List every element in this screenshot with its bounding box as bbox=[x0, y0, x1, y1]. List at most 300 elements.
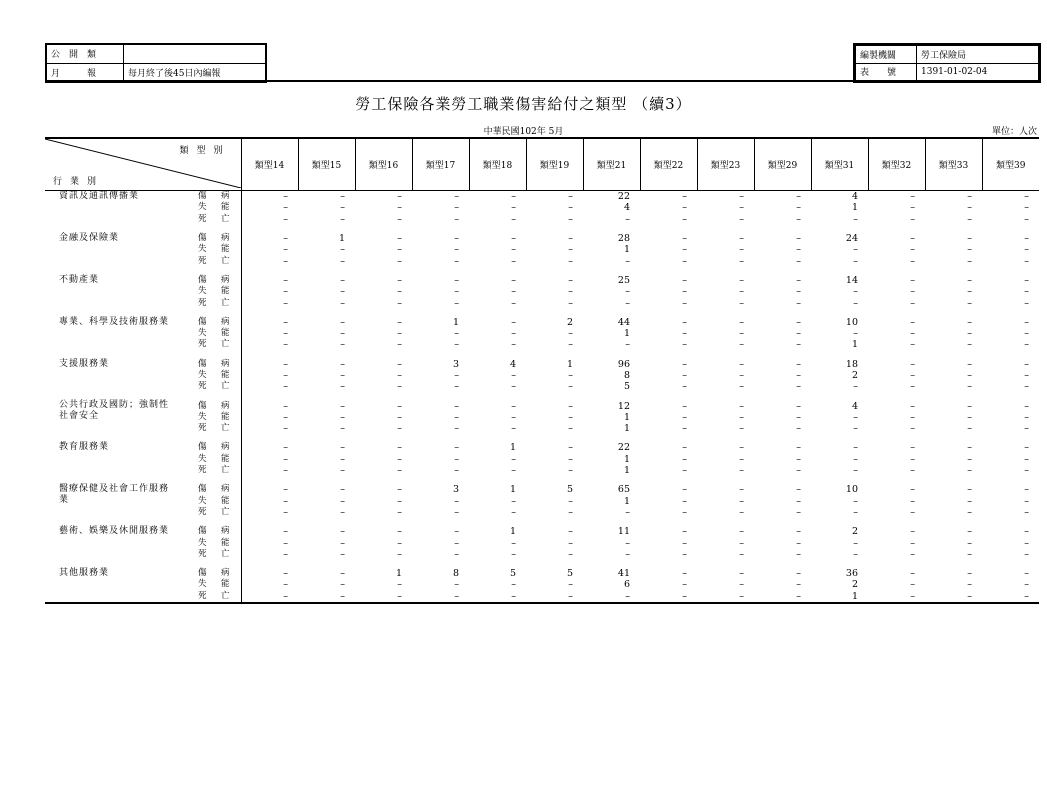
table-cell: – bbox=[397, 411, 402, 423]
industry-name: 醫療保健及社會工作服務業 bbox=[59, 484, 170, 506]
row-spacer bbox=[45, 560, 1039, 568]
table-cell: – bbox=[568, 213, 573, 225]
table-cell: – bbox=[568, 453, 573, 465]
table-cell: – bbox=[796, 506, 801, 518]
data-table bbox=[45, 137, 1039, 604]
table-cell: – bbox=[682, 484, 687, 496]
table-cell: 1 bbox=[623, 423, 630, 435]
table-cell: – bbox=[796, 255, 801, 267]
industry-name: 其他服務業 bbox=[59, 568, 110, 579]
table-cell: – bbox=[568, 274, 573, 286]
table-row bbox=[45, 400, 1039, 411]
table-cell: – bbox=[454, 526, 459, 538]
sub-category-label: 失 能 bbox=[185, 579, 241, 590]
table-cell: – bbox=[853, 548, 858, 560]
table-cell: – bbox=[454, 339, 459, 351]
table-cell: – bbox=[682, 579, 687, 591]
table-cell: – bbox=[340, 568, 345, 580]
table-cell: 65 bbox=[617, 484, 630, 496]
table-cell: – bbox=[511, 590, 516, 602]
table-cell: – bbox=[796, 442, 801, 454]
table-cell: – bbox=[682, 411, 687, 423]
table-cell: – bbox=[853, 244, 858, 256]
header-left-box bbox=[45, 43, 267, 83]
table-cell: – bbox=[397, 233, 402, 245]
table-cell: – bbox=[283, 526, 288, 538]
table-cell: – bbox=[682, 590, 687, 602]
table-cell: – bbox=[568, 411, 573, 423]
table-cell: – bbox=[283, 484, 288, 496]
table-row bbox=[45, 255, 1039, 266]
table-cell: – bbox=[796, 191, 801, 203]
table-cell: – bbox=[1024, 381, 1029, 393]
table-cell: – bbox=[454, 465, 459, 477]
table-cell: – bbox=[910, 484, 915, 496]
table-cell: – bbox=[340, 274, 345, 286]
sub-category-label: 死 亡 bbox=[185, 297, 241, 308]
table-cell: – bbox=[454, 423, 459, 435]
table-cell: – bbox=[511, 537, 516, 549]
table-cell: – bbox=[283, 358, 288, 370]
table-cell: – bbox=[853, 453, 858, 465]
industry-name: 金融及保險業 bbox=[59, 232, 120, 243]
table-cell: – bbox=[397, 191, 402, 203]
table-cell: – bbox=[796, 358, 801, 370]
table-cell: – bbox=[511, 191, 516, 203]
table-cell: – bbox=[568, 442, 573, 454]
table-cell: – bbox=[511, 411, 516, 423]
header-left-label: 月 報 bbox=[47, 63, 124, 81]
table-cell: 1 bbox=[851, 590, 858, 602]
table-cell: – bbox=[1024, 442, 1029, 454]
table-cell: – bbox=[910, 339, 915, 351]
table-cell: – bbox=[796, 381, 801, 393]
table-cell: – bbox=[910, 286, 915, 298]
table-cell: – bbox=[397, 537, 402, 549]
table-cell: – bbox=[511, 297, 516, 309]
header-right-label: 表 號 bbox=[856, 63, 917, 81]
table-cell: – bbox=[568, 202, 573, 214]
table-cell: – bbox=[796, 339, 801, 351]
table-cell: – bbox=[1024, 244, 1029, 256]
table-cell: – bbox=[397, 213, 402, 225]
sub-category-label: 死 亡 bbox=[185, 423, 241, 434]
table-cell: – bbox=[967, 339, 972, 351]
table-cell: 5 bbox=[509, 568, 516, 580]
table-cell: – bbox=[283, 274, 288, 286]
header-right-label: 編製機關 bbox=[856, 46, 917, 64]
table-cell: – bbox=[682, 255, 687, 267]
table-cell: – bbox=[283, 297, 288, 309]
column-header: 類型17 bbox=[412, 138, 469, 191]
table-cell: – bbox=[340, 297, 345, 309]
table-cell: 1 bbox=[338, 233, 345, 245]
table-cell: – bbox=[511, 316, 516, 328]
table-cell: – bbox=[739, 339, 744, 351]
table-cell: – bbox=[454, 537, 459, 549]
table-cell: – bbox=[511, 495, 516, 507]
table-cell: – bbox=[739, 233, 744, 245]
industry-name: 不動產業 bbox=[59, 274, 100, 285]
table-cell: – bbox=[568, 286, 573, 298]
table-cell: – bbox=[340, 537, 345, 549]
table-cell: – bbox=[1024, 339, 1029, 351]
table-cell: – bbox=[1024, 297, 1029, 309]
table-cell: – bbox=[853, 328, 858, 340]
table-row bbox=[45, 286, 1039, 297]
table-cell: – bbox=[340, 495, 345, 507]
table-cell: – bbox=[967, 400, 972, 412]
table-cell: 96 bbox=[617, 358, 630, 370]
table-cell: – bbox=[568, 339, 573, 351]
table-row bbox=[45, 591, 1039, 603]
table-row bbox=[45, 484, 1039, 495]
table-cell: – bbox=[340, 526, 345, 538]
table-cell: – bbox=[397, 274, 402, 286]
sub-category-label: 死 亡 bbox=[185, 549, 241, 560]
table-cell: – bbox=[283, 423, 288, 435]
table-cell: 1 bbox=[623, 328, 630, 340]
table-cell: – bbox=[454, 590, 459, 602]
table-row bbox=[45, 328, 1039, 339]
column-header: 類型14 bbox=[241, 138, 298, 191]
table-cell: – bbox=[739, 465, 744, 477]
table-cell: – bbox=[511, 328, 516, 340]
table-cell: – bbox=[796, 370, 801, 381]
table-cell: 10 bbox=[845, 484, 858, 496]
table-cell: – bbox=[283, 411, 288, 423]
table-cell: – bbox=[967, 370, 972, 381]
table-cell: – bbox=[910, 381, 915, 393]
table-cell: – bbox=[625, 506, 630, 518]
table-cell: – bbox=[397, 297, 402, 309]
table-cell: – bbox=[283, 590, 288, 602]
table-cell: – bbox=[910, 244, 915, 256]
table-cell: – bbox=[1024, 526, 1029, 538]
table-cell: – bbox=[340, 316, 345, 328]
table-cell: – bbox=[568, 381, 573, 393]
table-cell: – bbox=[853, 465, 858, 477]
table-cell: – bbox=[967, 484, 972, 496]
table-cell: – bbox=[283, 328, 288, 340]
table-cell: – bbox=[1024, 453, 1029, 465]
table-cell: – bbox=[1024, 548, 1029, 560]
table-cell: – bbox=[511, 381, 516, 393]
sub-category-label: 死 亡 bbox=[185, 255, 241, 266]
table-cell: – bbox=[910, 453, 915, 465]
table-cell: – bbox=[397, 400, 402, 412]
table-cell: – bbox=[910, 202, 915, 214]
table-cell: – bbox=[454, 297, 459, 309]
table-cell: – bbox=[340, 423, 345, 435]
sub-category-label: 死 亡 bbox=[185, 507, 241, 518]
table-cell: – bbox=[340, 339, 345, 351]
table-cell: – bbox=[910, 316, 915, 328]
sub-category-label: 傷 病 bbox=[185, 400, 241, 411]
table-row bbox=[45, 423, 1039, 434]
table-cell: – bbox=[796, 568, 801, 580]
table-cell: – bbox=[682, 202, 687, 214]
table-cell: – bbox=[1024, 358, 1029, 370]
column-header: 類型16 bbox=[355, 138, 412, 191]
table-cell: – bbox=[283, 339, 288, 351]
table-cell: 41 bbox=[617, 568, 630, 580]
table-row bbox=[45, 465, 1039, 476]
table-cell: 1 bbox=[566, 358, 573, 370]
column-header: 類型39 bbox=[982, 138, 1039, 191]
table-cell: – bbox=[682, 328, 687, 340]
table-cell: – bbox=[682, 453, 687, 465]
table-cell: – bbox=[340, 548, 345, 560]
table-cell: – bbox=[853, 255, 858, 267]
table-cell: – bbox=[739, 244, 744, 256]
table-cell: – bbox=[340, 579, 345, 591]
report-unit: 單位：人次 bbox=[991, 127, 1037, 137]
sub-category-label: 死 亡 bbox=[185, 381, 241, 392]
table-cell: – bbox=[1024, 537, 1029, 549]
table-cell: – bbox=[739, 328, 744, 340]
table-cell: – bbox=[1024, 233, 1029, 245]
column-header: 類型23 bbox=[697, 138, 754, 191]
table-cell: – bbox=[1024, 423, 1029, 435]
table-cell: – bbox=[682, 465, 687, 477]
table-cell: 4 bbox=[623, 202, 630, 214]
table-cell: – bbox=[967, 526, 972, 538]
table-cell: – bbox=[1024, 411, 1029, 423]
table-cell: 1 bbox=[623, 495, 630, 507]
table-cell: – bbox=[910, 579, 915, 591]
table-cell: – bbox=[568, 506, 573, 518]
table-cell: – bbox=[625, 297, 630, 309]
industry-name: 公共行政及國防；強制性社會安全 bbox=[59, 400, 170, 422]
table-cell: – bbox=[796, 202, 801, 214]
table-cell: – bbox=[967, 568, 972, 580]
table-cell: – bbox=[511, 423, 516, 435]
table-cell: – bbox=[739, 495, 744, 507]
sub-category-label: 失 能 bbox=[185, 537, 241, 548]
table-cell: – bbox=[283, 286, 288, 298]
header-rule bbox=[45, 80, 1039, 82]
sub-category-label: 傷 病 bbox=[185, 359, 241, 370]
table-cell: – bbox=[739, 297, 744, 309]
table-cell: – bbox=[796, 465, 801, 477]
table-cell: – bbox=[1024, 400, 1029, 412]
table-cell: – bbox=[853, 213, 858, 225]
table-cell: – bbox=[568, 370, 573, 381]
table-cell: – bbox=[853, 286, 858, 298]
table-cell: – bbox=[283, 400, 288, 412]
report-period: 中華民國102年 5月 bbox=[483, 127, 564, 137]
table-cell: – bbox=[796, 537, 801, 549]
table-cell: 2 bbox=[851, 526, 858, 538]
table-cell: – bbox=[1024, 484, 1029, 496]
table-cell: – bbox=[796, 244, 801, 256]
table-cell: 8 bbox=[452, 568, 459, 580]
row-spacer bbox=[45, 309, 1039, 317]
table-cell: – bbox=[454, 506, 459, 518]
table-cell: – bbox=[283, 537, 288, 549]
table-cell: – bbox=[739, 213, 744, 225]
table-cell: – bbox=[454, 370, 459, 381]
table-cell: 1 bbox=[851, 339, 858, 351]
table-cell: – bbox=[340, 453, 345, 465]
table-cell: – bbox=[283, 244, 288, 256]
table-cell: – bbox=[397, 244, 402, 256]
table-cell: 4 bbox=[851, 191, 858, 203]
table-cell: 1 bbox=[623, 453, 630, 465]
table-cell: – bbox=[397, 484, 402, 496]
table-cell: – bbox=[910, 568, 915, 580]
table-cell: – bbox=[397, 579, 402, 591]
sub-category-label: 失 能 bbox=[185, 328, 241, 339]
table-cell: – bbox=[454, 255, 459, 267]
header-right-value: 1391-01-02-04 bbox=[917, 63, 1039, 81]
table-cell: – bbox=[511, 400, 516, 412]
table-cell: – bbox=[454, 202, 459, 214]
table-cell: – bbox=[967, 274, 972, 286]
table-cell: – bbox=[739, 526, 744, 538]
table-cell: – bbox=[283, 316, 288, 328]
table-cell: – bbox=[796, 526, 801, 538]
column-header: 類型19 bbox=[526, 138, 583, 191]
industry-name: 教育服務業 bbox=[59, 442, 110, 453]
table-cell: 1 bbox=[509, 526, 516, 538]
table-cell: – bbox=[910, 255, 915, 267]
table-cell: – bbox=[967, 537, 972, 549]
table-cell: – bbox=[397, 465, 402, 477]
table-cell: 5 bbox=[566, 568, 573, 580]
table-cell: – bbox=[283, 233, 288, 245]
table-cell: – bbox=[340, 590, 345, 602]
table-cell: – bbox=[910, 465, 915, 477]
table-cell: – bbox=[568, 233, 573, 245]
table-cell: – bbox=[454, 274, 459, 286]
table-row bbox=[45, 537, 1039, 548]
table-cell: 2 bbox=[851, 370, 858, 381]
table-cell: – bbox=[397, 255, 402, 267]
table-cell: – bbox=[910, 213, 915, 225]
table-row bbox=[45, 214, 1039, 225]
table-cell: 3 bbox=[452, 484, 459, 496]
table-cell: – bbox=[340, 255, 345, 267]
corner-type-label: 類型別 bbox=[179, 146, 231, 156]
table-cell: – bbox=[739, 255, 744, 267]
table-cell: – bbox=[910, 358, 915, 370]
table-row bbox=[45, 339, 1039, 350]
table-cell: – bbox=[682, 400, 687, 412]
table-cell: – bbox=[739, 548, 744, 560]
table-cell: – bbox=[796, 484, 801, 496]
table-cell: – bbox=[454, 191, 459, 203]
table-cell: – bbox=[967, 495, 972, 507]
table-cell: – bbox=[511, 244, 516, 256]
table-cell: – bbox=[1024, 506, 1029, 518]
table-cell: 25 bbox=[617, 274, 630, 286]
table-cell: – bbox=[967, 465, 972, 477]
table-cell: 44 bbox=[617, 316, 630, 328]
table-cell: – bbox=[796, 423, 801, 435]
row-spacer bbox=[45, 518, 1039, 526]
table-cell: – bbox=[967, 579, 972, 591]
table-cell: – bbox=[568, 590, 573, 602]
table-cell: – bbox=[739, 484, 744, 496]
table-cell: – bbox=[397, 381, 402, 393]
table-cell: 1 bbox=[623, 465, 630, 477]
table-cell: – bbox=[910, 370, 915, 381]
table-cell: – bbox=[853, 297, 858, 309]
table-cell: – bbox=[454, 579, 459, 591]
table-cell: 1 bbox=[509, 484, 516, 496]
table-cell: – bbox=[739, 590, 744, 602]
table-cell: – bbox=[1024, 255, 1029, 267]
table-cell: – bbox=[568, 297, 573, 309]
table-cell: 24 bbox=[845, 233, 858, 245]
table-cell: – bbox=[1024, 568, 1029, 580]
column-header: 類型18 bbox=[469, 138, 526, 191]
table-cell: – bbox=[910, 495, 915, 507]
sub-category-label: 傷 病 bbox=[185, 484, 241, 495]
table-cell: – bbox=[967, 286, 972, 298]
column-header: 類型29 bbox=[754, 138, 811, 191]
sub-category-label: 傷 病 bbox=[185, 568, 241, 579]
table-cell: – bbox=[910, 423, 915, 435]
sub-category-label: 死 亡 bbox=[185, 339, 241, 350]
table-cell: – bbox=[682, 286, 687, 298]
table-cell: – bbox=[283, 213, 288, 225]
table-cell: – bbox=[454, 328, 459, 340]
table-cell: – bbox=[1024, 191, 1029, 203]
sub-category-label: 傷 病 bbox=[185, 526, 241, 537]
table-cell: – bbox=[682, 191, 687, 203]
table-cell: – bbox=[625, 339, 630, 351]
industry-name: 藝術、娛樂及休閒服務業 bbox=[59, 526, 170, 537]
sub-category-label: 失 能 bbox=[185, 370, 241, 381]
table-cell: – bbox=[511, 202, 516, 214]
table-cell: – bbox=[796, 297, 801, 309]
table-cell: – bbox=[511, 339, 516, 351]
column-header: 類型31 bbox=[811, 138, 868, 191]
industry-name: 專業、科學及技術服務業 bbox=[59, 316, 170, 327]
header-left-label: 公 開 類 bbox=[47, 45, 124, 63]
table-cell: – bbox=[568, 548, 573, 560]
sub-category-label: 失 能 bbox=[185, 244, 241, 255]
table-cell: – bbox=[796, 213, 801, 225]
table-cell: – bbox=[853, 506, 858, 518]
table-cell: – bbox=[967, 442, 972, 454]
table-cell: 22 bbox=[617, 442, 630, 454]
table-cell: – bbox=[454, 548, 459, 560]
table-cell: – bbox=[796, 579, 801, 591]
table-cell: – bbox=[910, 537, 915, 549]
table-cell: – bbox=[283, 202, 288, 214]
table-row bbox=[45, 381, 1039, 392]
table-cell: – bbox=[910, 548, 915, 560]
table-cell: 4 bbox=[509, 358, 516, 370]
table-cell: – bbox=[625, 537, 630, 549]
table-cell: – bbox=[853, 381, 858, 393]
table-row bbox=[45, 549, 1039, 560]
table-cell: 2 bbox=[851, 579, 858, 591]
table-cell: – bbox=[682, 423, 687, 435]
table-cell: – bbox=[340, 328, 345, 340]
table-cell: – bbox=[796, 274, 801, 286]
table-cell: – bbox=[682, 274, 687, 286]
table-cell: – bbox=[739, 358, 744, 370]
table-cell: – bbox=[568, 526, 573, 538]
table-cell: – bbox=[796, 590, 801, 602]
sub-category-label: 傷 病 bbox=[185, 191, 241, 203]
column-header: 類型33 bbox=[925, 138, 982, 191]
